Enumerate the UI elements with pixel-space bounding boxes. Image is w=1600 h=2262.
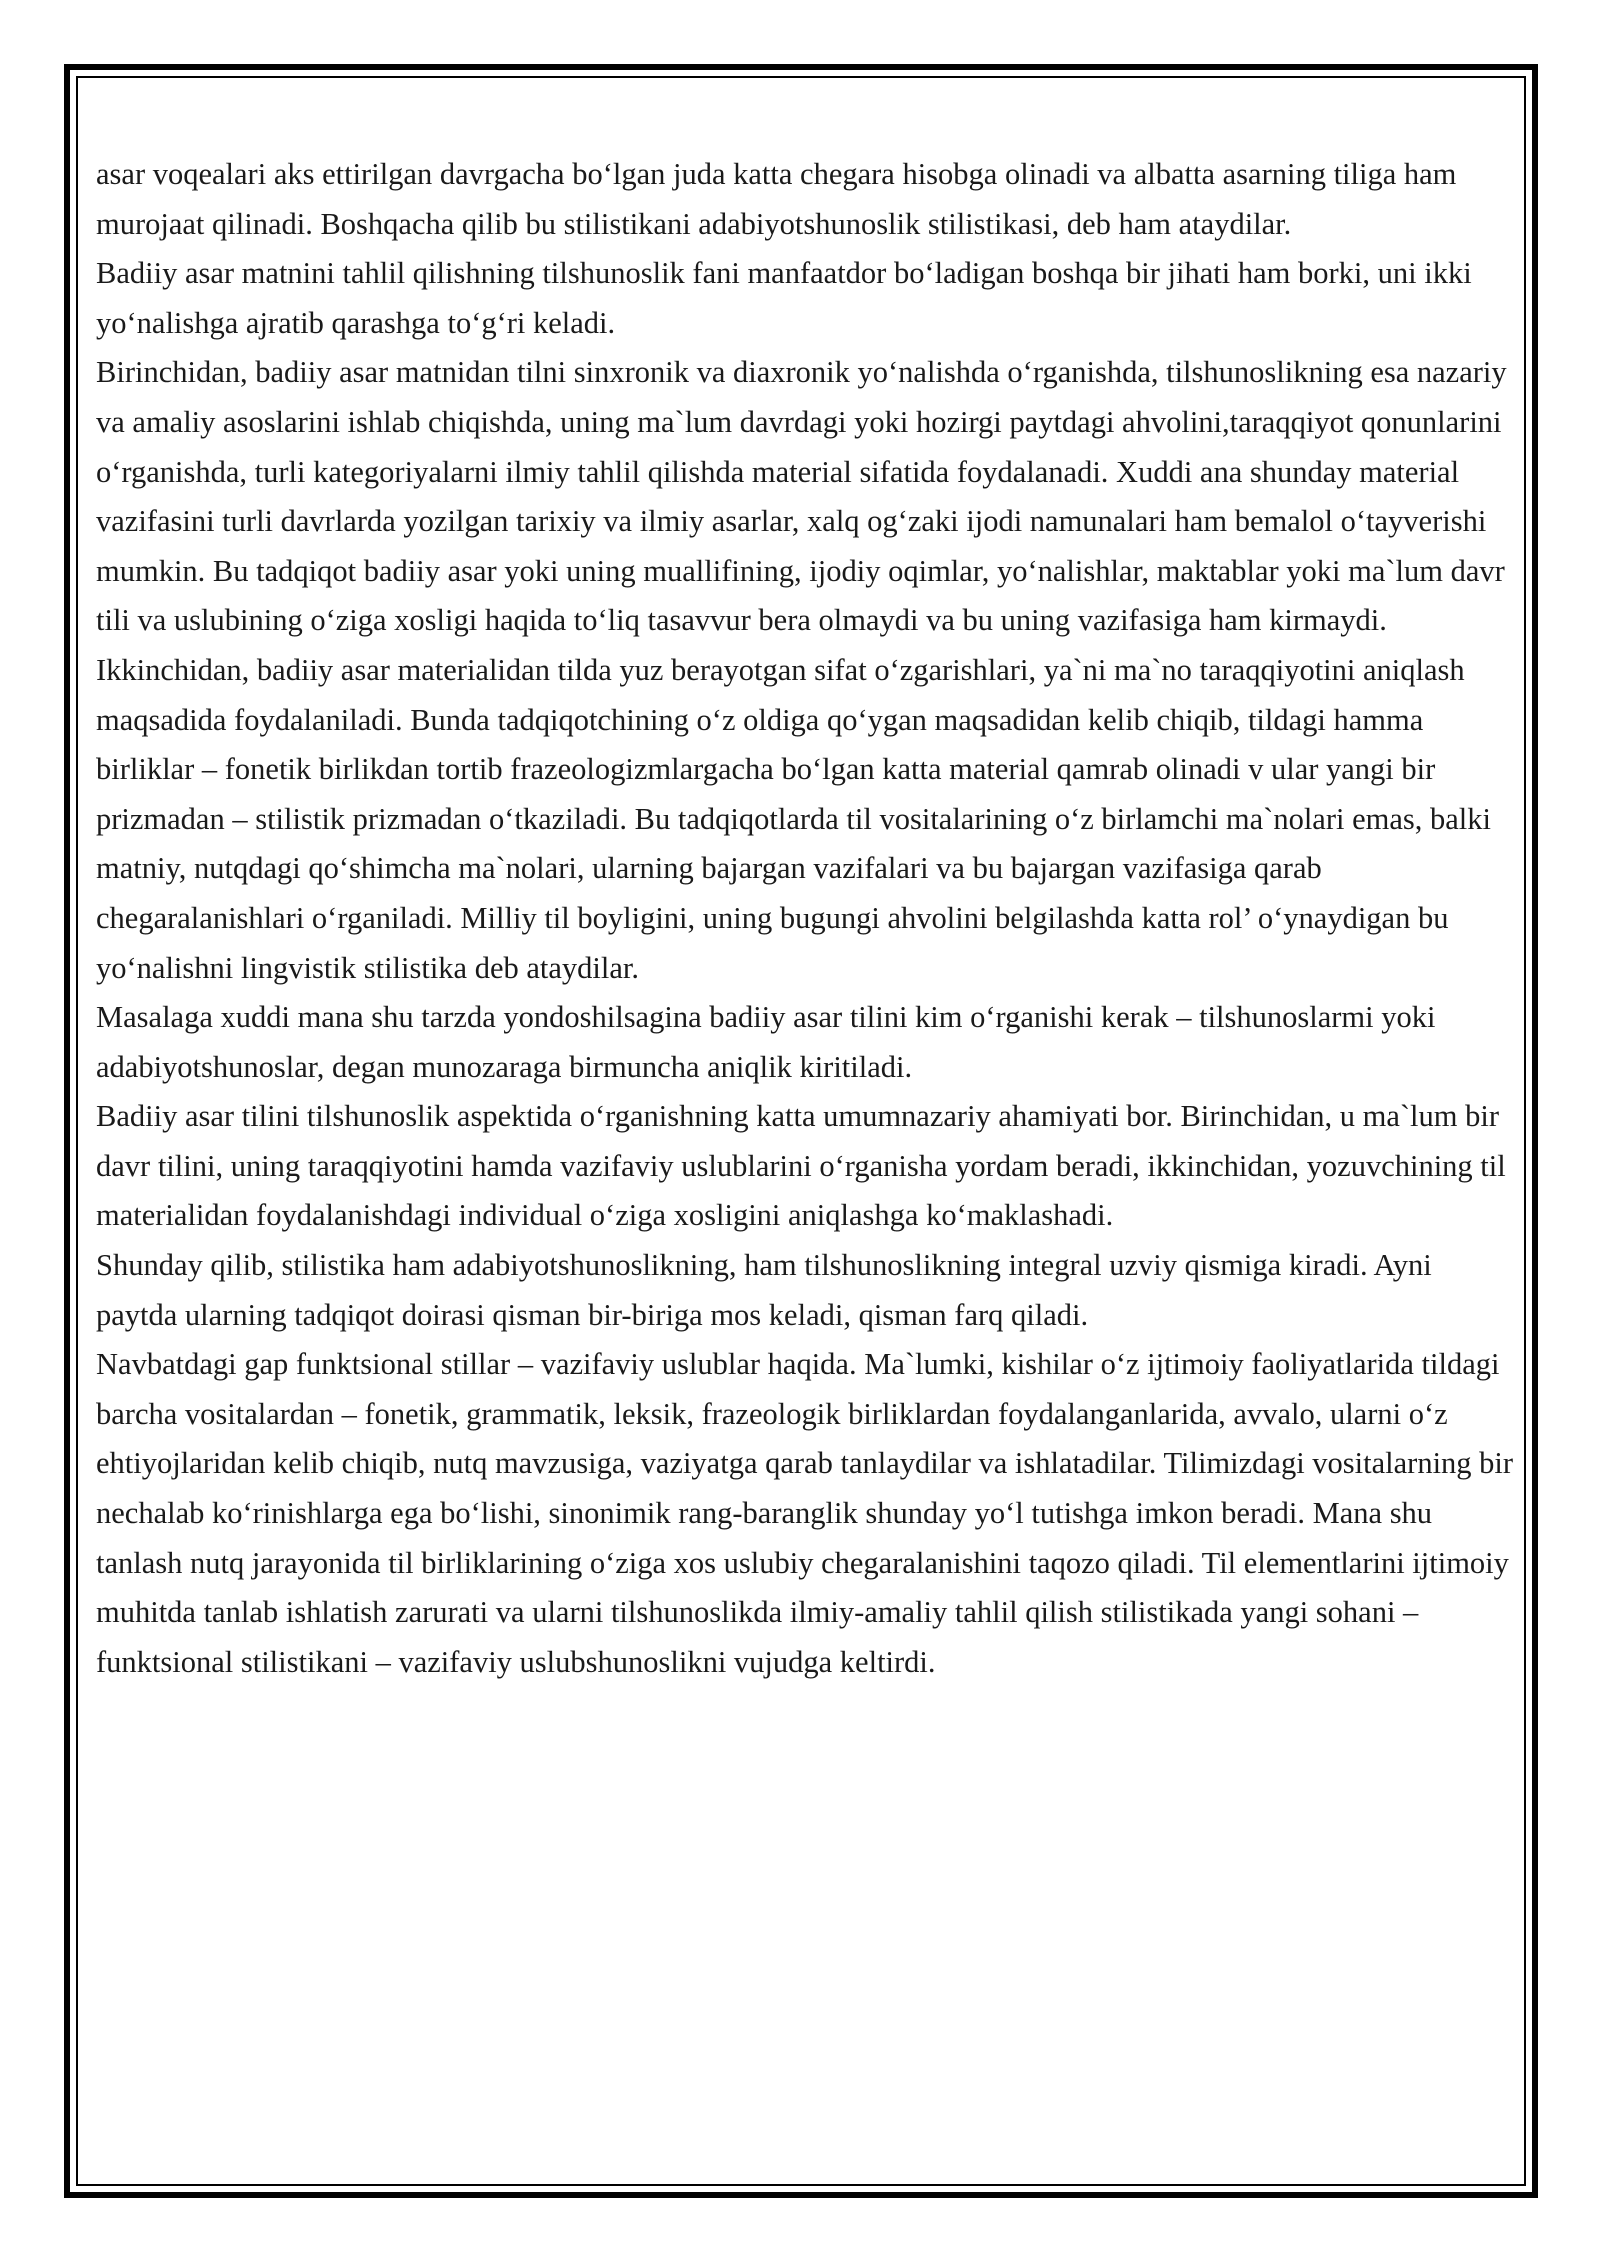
paragraph: Badiiy asar tilini tilshunoslik aspektida o‘rganishning katta umumnazariy ahamiyati bor. Birinchidan, u ma`lum bir davr tilini, uning taraqqiyotini hamda vazifaviy uslublarini o‘rganisha yordam beradi, ikkinchidan, yozuvchining til materialidan foydalanishdagi individual o‘ziga xosligini aniqlashga ko‘maklashadi.	[96, 1099, 1506, 1233]
paragraph: Badiiy asar matnini tahlil qilishning tilshunoslik fani manfaatdor bo‘ladigan boshqa bir jihati ham borki, uni ikki yo‘nalishga ajratib qarashga to‘g‘ri keladi.	[96, 256, 1472, 340]
paragraph: Ikkinchidan, badiiy asar materialidan tilda yuz berayotgan sifat o‘zgarishlari, ya`ni ma`no taraqqiyotini aniqlash maqsadida foydalaniladi. Bunda tadqiqotchining o‘z oldiga qo‘ygan maqsadidan kelib chiqib, tildagi hamma birliklar – fonetik birlikdan tortib frazeologizmlargacha bo‘lgan katta material qamrab olinadi v ular yangi bir prizmadan – stilistik prizmadan o‘tkaziladi. Bu tadqiqotlarda til vositalarining o‘z birlamchi ma`nolari emas, balki matniy, nutqdagi qo‘shimcha ma`nolari, ularning bajargan vazifalari va bu bajargan vazifasiga qarab chegaralanishlari o‘rganiladi. Milliy til boyligini, uning bugungi ahvolini belgilashda katta rol’ o‘ynaydigan bu yo‘nalishni lingvistik stilistika deb ataydilar.	[96, 652, 1491, 985]
paragraph: Masalaga xuddi mana shu tarzda yondoshilsagina badiiy asar tilini kim o‘rganishi kerak – tilshunoslarmi yoki adabiyotshunoslar, degan munozaraga birmuncha aniqlik kiritiladi.	[96, 1000, 1436, 1084]
paragraph: Navbatdagi gap funktsional stillar – vazifaviy uslublar haqida. Ma`lumki, kishilar o‘z ijtimoiy faoliyatlarida tildagi barcha vositalardan – fonetik, grammatik, leksik, frazeologik birliklardan foydalanganlarida, avvalo, ularni o‘z ehtiyojlaridan kelib chiqib, nutq mavzusiga, vaziyatga qarab tanlaydilar va ishlatadilar. Tilimizdagi vositalarning bir nechalab ko‘rinishlarga ega bo‘lishi, sinonimik rang-baranglik shunday yo‘l tutishga imkon beradi. Mana shu tanlash nutq jarayonida til birliklarining o‘ziga xos uslubiy chegaralanishini taqozo qiladi. Til elementlarini ijtimoiy muhitda tanlab ishlatish zarurati va ularni tilshunoslikda ilmiy-amaliy tahlil qilish stilistikada yangi sohani – funktsional stilistikani – vazifaviy uslubshunoslikni vujudga keltirdi.	[96, 1347, 1514, 1679]
paragraph: Birinchidan, badiiy asar matnidan tilni sinxronik va diaxronik yo‘nalishda o‘rganishda, tilshunoslikning esa nazariy va amaliy asoslarini ishlab chiqishda, uning ma`lum davrdagi yoki hozirgi paytdagi ahvolini,taraqqiyot qonunlarini o‘rganishda, turli kategoriyalarni ilmiy tahlil qilishda material sifatida foydalanadi. Xuddi ana shunday material vazifasini turli davrlarda yozilgan tarixiy va ilmiy asarlar, xalq og‘zaki ijodi namunalari ham bemalol o‘tayverishi mumkin. Bu tadqiqot badiiy asar yoki uning muallifining, ijodiy oqimlar, yo‘nalishlar, maktablar yoki ma`lum davr tili va uslubining o‘ziga xosligi haqida to‘liq tasavvur bera olmaydi va bu uning vazifasiga ham kirmaydi.	[96, 355, 1507, 638]
paragraph: asar voqealari aks ettirilgan davrgacha bo‘lgan juda katta chegara hisobga olinadi va albatta asarning tiliga ham murojaat qilinadi. Boshqacha qilib bu stilistikani adabiyotshunoslik stilistikasi, deb ham ataydilar.	[96, 157, 1457, 241]
paragraph: Shunday qilib, stilistika ham adabiyotshunoslikning, ham tilshunoslikning integral uzviy qismiga kiradi. Ayni paytda ularning tadqiqot doirasi qisman bir-biriga mos keladi, qisman farq qiladi.	[96, 1248, 1432, 1332]
document-body	[96, 150, 1516, 1687]
